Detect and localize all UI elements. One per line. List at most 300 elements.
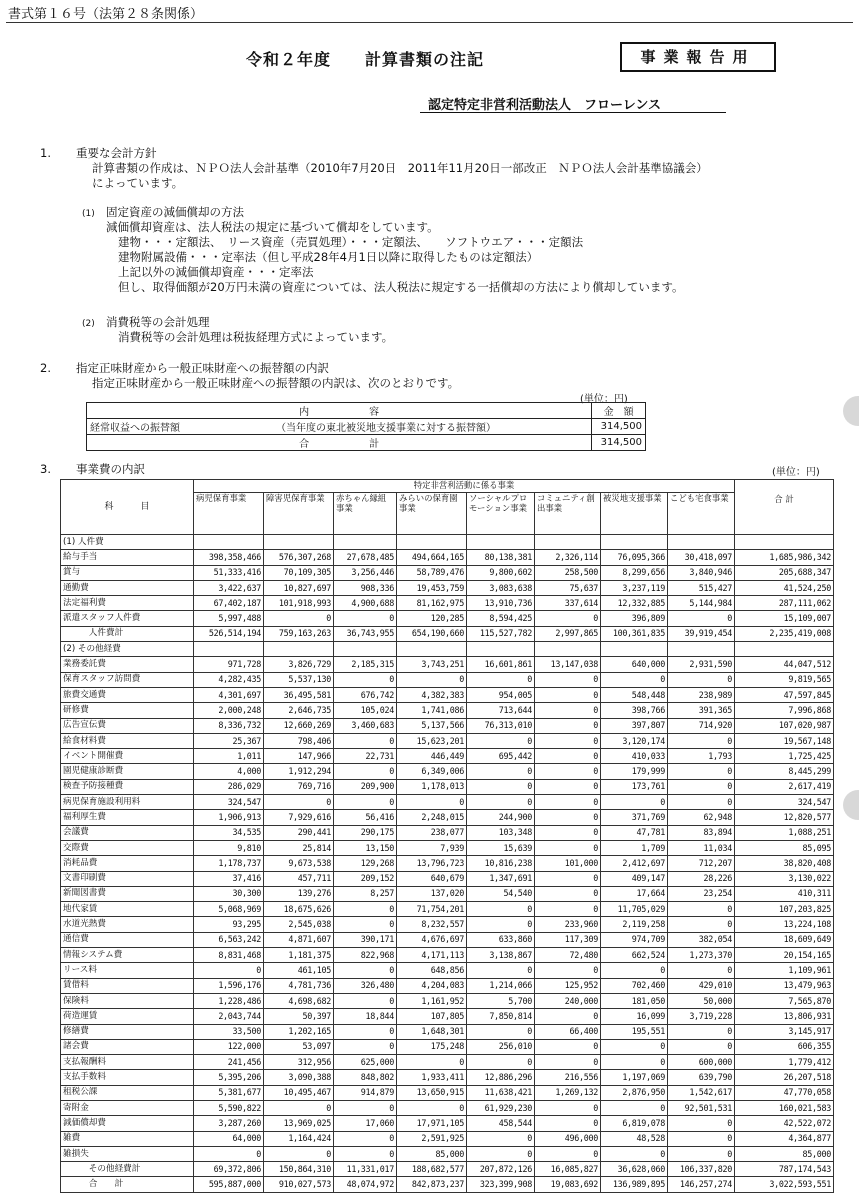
table-cell: 209,152 [334, 871, 397, 886]
row-label: 修繕費 [61, 1024, 194, 1039]
row-label: 給食材料費 [61, 733, 194, 748]
table-cell: 1,906,913 [194, 810, 264, 825]
table-cell: 4,382,383 [397, 687, 467, 702]
row-total-cell: 1,109,961 [735, 963, 834, 978]
table-cell: 1,933,411 [397, 1070, 467, 1085]
table-cell: 10,827,697 [264, 580, 334, 595]
col-header: 障害児保育事業 [264, 493, 334, 535]
table-cell: 0 [668, 917, 735, 932]
table-cell: 25,814 [264, 840, 334, 855]
table-cell: 3,719,228 [668, 1009, 735, 1024]
table-cell: 2,000,248 [194, 703, 264, 718]
table-cell: 458,544 [467, 1116, 535, 1131]
table-cell: 1,181,375 [264, 948, 334, 963]
table-cell: 101,918,993 [264, 596, 334, 611]
table-cell: 0 [334, 1146, 397, 1161]
table-cell: 195,551 [601, 1024, 668, 1039]
table-cell: 0 [334, 795, 397, 810]
table-cell: 908,336 [334, 580, 397, 595]
table-cell: 1,273,370 [668, 948, 735, 963]
table-row [61, 856, 834, 871]
table-cell: 48,074,972 [334, 1177, 397, 1192]
table-row [61, 550, 834, 565]
table-cell: 4,282,435 [194, 672, 264, 687]
table-cell: 33,500 [194, 1024, 264, 1039]
table-cell: 0 [467, 963, 535, 978]
table-cell: 2,646,735 [264, 703, 334, 718]
table-cell: 30,300 [194, 886, 264, 901]
table-cell: 13,150 [334, 840, 397, 855]
col-header: 病児保育事業 [194, 493, 264, 535]
table-cell: 76,095,366 [601, 550, 668, 565]
table-cell: 50,397 [264, 1009, 334, 1024]
table-row [61, 1009, 834, 1024]
row-label: 交際費 [61, 840, 194, 855]
table-cell: 576,307,268 [264, 550, 334, 565]
table-cell: 93,295 [194, 917, 264, 932]
table-cell: 515,427 [668, 580, 735, 595]
table-cell: 70,109,305 [264, 565, 334, 580]
table-row [61, 749, 834, 764]
table-cell: 290,175 [334, 825, 397, 840]
table-row [61, 1162, 834, 1177]
row-total-cell: 2,617,419 [735, 779, 834, 794]
table-cell: 240,000 [535, 993, 601, 1008]
table-cell: 548,448 [601, 687, 668, 702]
table-cell: 179,999 [601, 764, 668, 779]
row-label: 福利厚生費 [61, 810, 194, 825]
table-cell: 115,527,782 [467, 626, 535, 641]
table-cell: 0 [601, 1055, 668, 1070]
table-cell: 398,766 [601, 703, 668, 718]
org-underline [420, 112, 726, 113]
row-label: 法定福利費 [61, 596, 194, 611]
table-cell: 18,844 [334, 1009, 397, 1024]
table-cell: 312,956 [264, 1055, 334, 1070]
table-cell: 457,711 [264, 871, 334, 886]
table-cell: 1,164,424 [264, 1131, 334, 1146]
section2-heading: 指定正味財産から一般正味財産への振替額の内訳 [76, 361, 329, 375]
table-cell [397, 642, 467, 657]
table-cell: 5,137,566 [397, 718, 467, 733]
table-cell: 2,412,697 [601, 856, 668, 871]
row-total-cell: 42,522,072 [735, 1116, 834, 1131]
table-row [61, 611, 834, 626]
table-row [61, 1100, 834, 1115]
table-cell: 136,989,895 [601, 1177, 668, 1192]
table-row [61, 1116, 834, 1131]
table-cell: 9,800,602 [467, 565, 535, 580]
table-cell: 0 [535, 779, 601, 794]
table-row [61, 1146, 834, 1161]
row-label: 保険料 [61, 993, 194, 1008]
table-cell: 0 [334, 1024, 397, 1039]
row-label: 地代家賃 [61, 902, 194, 917]
table-cell: 3,287,260 [194, 1116, 264, 1131]
table-row [61, 932, 834, 947]
row-label: 給与手当 [61, 550, 194, 565]
table-cell: 0 [535, 795, 601, 810]
row-total-cell: 19,567,148 [735, 733, 834, 748]
row-label: 情報システム費 [61, 948, 194, 963]
table-cell: 36,743,955 [334, 626, 397, 641]
row-label: 文書印刷費 [61, 871, 194, 886]
table-cell: 25,367 [194, 733, 264, 748]
table-cell: 0 [601, 795, 668, 810]
table-cell: 0 [467, 733, 535, 748]
table-cell: 11,705,029 [601, 902, 668, 917]
table-cell: 769,716 [264, 779, 334, 794]
table-cell: 0 [334, 611, 397, 626]
row-label: 支払報酬料 [61, 1055, 194, 1070]
table-cell: 0 [467, 779, 535, 794]
table-cell: 0 [397, 1055, 467, 1070]
table-cell: 695,442 [467, 749, 535, 764]
table-cell: 526,514,194 [194, 626, 264, 641]
table-cell: 595,887,000 [194, 1177, 264, 1192]
table-cell: 0 [467, 902, 535, 917]
table-cell: 58,789,476 [397, 565, 467, 580]
table-cell: 0 [668, 1024, 735, 1039]
table-cell: 0 [601, 1100, 668, 1115]
table-cell: 0 [668, 1131, 735, 1146]
table-cell: 216,556 [535, 1070, 601, 1085]
transfer-total-label: 合 計 [87, 435, 592, 451]
transfer-row-desc: （当年度の東北被災地支援事業に対する振替額） [273, 419, 592, 435]
row-label: 病児保育施設利用料 [61, 795, 194, 810]
table-cell: 0 [668, 902, 735, 917]
table-cell: 3,840,946 [668, 565, 735, 580]
row-label: 雑損失 [61, 1146, 194, 1161]
table-cell: 1,178,013 [397, 779, 467, 794]
row-label: 保育スタッフ訪問費 [61, 672, 194, 687]
row-label: イベント開催費 [61, 749, 194, 764]
transfer-col-amount: 金 額 [592, 403, 646, 419]
table-cell: 409,147 [601, 871, 668, 886]
row-total-cell: 13,224,108 [735, 917, 834, 932]
table-cell: 13,910,736 [467, 596, 535, 611]
table-cell: 0 [535, 718, 601, 733]
table-cell: 75,637 [535, 580, 601, 595]
table-cell: 0 [264, 1146, 334, 1161]
table-row [61, 535, 834, 550]
table-row [61, 657, 834, 672]
table-cell: 0 [535, 963, 601, 978]
row-label: 派遣スタッフ人件費 [61, 611, 194, 626]
table-cell: 5,700 [467, 993, 535, 1008]
form-divider [6, 22, 853, 23]
table-cell: 390,171 [334, 932, 397, 947]
table-cell: 256,010 [467, 1039, 535, 1054]
table-cell: 12,886,296 [467, 1070, 535, 1085]
row-total-cell: 3,130,022 [735, 871, 834, 886]
table-row [61, 672, 834, 687]
sub2-heading: 消費税等の会計処理 [106, 315, 210, 329]
table-cell: 4,781,736 [264, 978, 334, 993]
table-cell: 8,336,732 [194, 718, 264, 733]
table-cell: 3,138,867 [467, 948, 535, 963]
table-cell: 67,402,187 [194, 596, 264, 611]
row-label: リース料 [61, 963, 194, 978]
table-row [61, 902, 834, 917]
table-row [61, 978, 834, 993]
table-row [61, 1055, 834, 1070]
punch-hole [843, 396, 859, 426]
row-label: (1) 人件費 [61, 535, 194, 550]
table-cell: 0 [668, 795, 735, 810]
row-total-cell: 85,095 [735, 840, 834, 855]
section3-heading: 事業費の内訳 [76, 462, 145, 476]
table-cell: 640,000 [601, 657, 668, 672]
table-cell: 0 [334, 993, 397, 1008]
table-cell [601, 535, 668, 550]
table-cell: 238,077 [397, 825, 467, 840]
table-cell: 6,563,242 [194, 932, 264, 947]
table-row [61, 993, 834, 1008]
table-cell: 28,226 [668, 871, 735, 886]
table-cell: 8,299,656 [601, 565, 668, 580]
row-label: 通信費 [61, 932, 194, 947]
table-cell: 410,033 [601, 749, 668, 764]
row-label: (2) その他経費 [61, 642, 194, 657]
table-cell: 9,810 [194, 840, 264, 855]
table-cell: 0 [467, 672, 535, 687]
table-cell: 137,020 [397, 886, 467, 901]
table-cell: 6,349,006 [397, 764, 467, 779]
table-cell: 0 [535, 749, 601, 764]
table-cell: 326,480 [334, 978, 397, 993]
table-cell [668, 642, 735, 657]
transfer-row-label: 経常収益への振替額 [87, 419, 274, 435]
table-cell: 798,406 [264, 733, 334, 748]
table-cell: 7,850,814 [467, 1009, 535, 1024]
sub1-number: (1) [82, 209, 95, 219]
table-cell: 3,422,637 [194, 580, 264, 595]
table-cell: 713,644 [467, 703, 535, 718]
row-total-cell: 9,819,565 [735, 672, 834, 687]
table-cell: 0 [334, 902, 397, 917]
col-item: 科 目 [61, 480, 194, 535]
row-label: 賃借料 [61, 978, 194, 993]
row-total-cell: 41,524,250 [735, 580, 834, 595]
table-cell: 1,741,086 [397, 703, 467, 718]
table-cell: 244,900 [467, 810, 535, 825]
table-cell: 61,929,230 [467, 1100, 535, 1115]
table-cell: 0 [264, 1100, 334, 1115]
table-cell [194, 535, 264, 550]
transfer-col-content: 内 容 [87, 403, 592, 419]
table-cell [535, 642, 601, 657]
table-cell: 0 [668, 1039, 735, 1054]
table-row [61, 1070, 834, 1085]
table-cell: 0 [334, 963, 397, 978]
table-cell: 3,460,683 [334, 718, 397, 733]
section2-unit: (単位：円) [580, 394, 628, 405]
row-label: 水道光熱費 [61, 917, 194, 932]
table-cell: 702,460 [601, 978, 668, 993]
table-cell: 0 [467, 917, 535, 932]
table-cell: 56,416 [334, 810, 397, 825]
table-cell [601, 642, 668, 657]
row-total-cell: 2,235,419,008 [735, 626, 834, 641]
table-cell: 107,805 [397, 1009, 467, 1024]
table-cell: 15,639 [467, 840, 535, 855]
table-cell [397, 535, 467, 550]
row-total-cell: 160,021,583 [735, 1100, 834, 1115]
table-row [61, 642, 834, 657]
sub2-line1: 消費税等の会計処理は税抜経理方式によっています。 [118, 330, 394, 344]
table-cell: 4,301,697 [194, 687, 264, 702]
table-cell: 6,819,078 [601, 1116, 668, 1131]
row-label: 荷造運賃 [61, 1009, 194, 1024]
row-total-cell: 107,203,825 [735, 902, 834, 917]
transfer-row-amount: 314,500 [592, 419, 646, 435]
table-row [61, 871, 834, 886]
table-cell: 396,809 [601, 611, 668, 626]
transfer-table [86, 402, 646, 451]
row-total-cell: 12,820,577 [735, 810, 834, 825]
row-label: 会議費 [61, 825, 194, 840]
table-cell: 85,000 [397, 1146, 467, 1161]
table-cell: 0 [601, 963, 668, 978]
table-cell: 971,728 [194, 657, 264, 672]
table-cell [467, 535, 535, 550]
row-total-cell: 38,820,408 [735, 856, 834, 871]
table-cell: 1,269,132 [535, 1085, 601, 1100]
row-total-cell: 7,565,870 [735, 993, 834, 1008]
table-cell: 101,000 [535, 856, 601, 871]
table-cell: 1,347,691 [467, 871, 535, 886]
table-cell: 2,326,114 [535, 550, 601, 565]
row-label: 通勤費 [61, 580, 194, 595]
table-cell: 30,418,097 [668, 550, 735, 565]
table-cell: 4,171,113 [397, 948, 467, 963]
table-cell: 0 [467, 1055, 535, 1070]
table-cell: 5,144,984 [668, 596, 735, 611]
table-cell: 759,163,263 [264, 626, 334, 641]
table-cell: 0 [535, 672, 601, 687]
table-cell: 1,202,165 [264, 1024, 334, 1039]
table-cell: 13,969,025 [264, 1116, 334, 1131]
table-cell: 100,361,835 [601, 626, 668, 641]
row-total-cell: 47,597,845 [735, 687, 834, 702]
table-cell: 10,495,467 [264, 1085, 334, 1100]
table-cell: 181,050 [601, 993, 668, 1008]
table-cell: 39,919,454 [668, 626, 735, 641]
punch-hole [843, 790, 859, 820]
row-total-cell: 44,047,512 [735, 657, 834, 672]
table-cell: 1,596,176 [194, 978, 264, 993]
table-cell: 106,337,820 [668, 1162, 735, 1177]
row-label: 消耗品費 [61, 856, 194, 871]
table-cell: 4,900,688 [334, 596, 397, 611]
table-cell: 175,248 [397, 1039, 467, 1054]
table-cell: 2,119,258 [601, 917, 668, 932]
table-cell [467, 642, 535, 657]
row-total-cell: 85,000 [735, 1146, 834, 1161]
row-total-cell: 287,111,062 [735, 596, 834, 611]
table-cell [334, 535, 397, 550]
table-cell: 16,099 [601, 1009, 668, 1024]
table-cell: 1,214,066 [467, 978, 535, 993]
table-cell: 0 [467, 1024, 535, 1039]
table-row [61, 1039, 834, 1054]
table-cell: 12,332,885 [601, 596, 668, 611]
table-cell: 3,237,119 [601, 580, 668, 595]
table-cell: 0 [535, 1009, 601, 1024]
row-total-cell: 15,109,007 [735, 611, 834, 626]
table-row [61, 1177, 834, 1192]
row-label: 園児健康診断費 [61, 764, 194, 779]
table-cell: 207,872,126 [467, 1162, 535, 1177]
table-cell: 139,276 [264, 886, 334, 901]
table-cell: 0 [535, 703, 601, 718]
table-cell: 11,034 [668, 840, 735, 855]
table-cell: 64,000 [194, 1131, 264, 1146]
title-year: 令和２年度 [246, 50, 332, 69]
table-cell: 676,742 [334, 687, 397, 702]
col-total: 合 計 [735, 480, 834, 535]
col-header: ソーシャルプロモーション事業 [467, 493, 535, 535]
table-cell: 2,043,744 [194, 1009, 264, 1024]
table-cell: 371,769 [601, 810, 668, 825]
page-title [246, 47, 484, 70]
row-label: 人件費計 [61, 626, 194, 641]
row-label: 支払手数料 [61, 1070, 194, 1085]
table-cell: 1,912,294 [264, 764, 334, 779]
table-cell: 714,920 [668, 718, 735, 733]
row-label: 合 計 [61, 1177, 194, 1192]
row-total-cell: 1,725,425 [735, 749, 834, 764]
row-total-cell: 13,479,963 [735, 978, 834, 993]
table-cell [668, 535, 735, 550]
table-cell: 17,664 [601, 886, 668, 901]
row-total-cell: 606,355 [735, 1039, 834, 1054]
table-cell: 0 [334, 733, 397, 748]
table-cell: 48,528 [601, 1131, 668, 1146]
sub1-line2: 建物・・・定額法、 リース資産（売買処理）・・・定額法、 ソフトウエア・・・定額法 [118, 235, 584, 249]
table-row [61, 1024, 834, 1039]
table-row [61, 596, 834, 611]
table-cell: 822,968 [334, 948, 397, 963]
table-cell: 0 [668, 1116, 735, 1131]
table-cell: 625,000 [334, 1055, 397, 1070]
table-cell: 2,997,865 [535, 626, 601, 641]
table-cell: 238,989 [668, 687, 735, 702]
table-cell: 323,399,908 [467, 1177, 535, 1192]
table-cell: 92,501,531 [668, 1100, 735, 1115]
table-row [61, 1085, 834, 1100]
table-cell: 0 [668, 764, 735, 779]
table-cell: 654,190,660 [397, 626, 467, 641]
table-cell: 8,831,468 [194, 948, 264, 963]
section2-number: 2. [40, 361, 51, 375]
row-total-cell: 13,806,931 [735, 1009, 834, 1024]
col-header: こども宅食事業 [668, 493, 735, 535]
table-cell: 3,090,388 [264, 1070, 334, 1085]
row-total-cell: 3,145,917 [735, 1024, 834, 1039]
table-row [61, 626, 834, 641]
table-cell: 397,807 [601, 718, 668, 733]
table-cell: 0 [668, 963, 735, 978]
table-cell: 0 [467, 1146, 535, 1161]
table-cell: 233,960 [535, 917, 601, 932]
table-cell: 3,083,638 [467, 580, 535, 595]
row-total-cell: 3,022,593,551 [735, 1177, 834, 1192]
table-cell: 648,856 [397, 963, 467, 978]
sub1-line5: 但し、取得価額が20万円未満の資産については、法人税法に規定する一括償却の方法により償却しています。 [118, 280, 684, 294]
table-cell: 398,358,466 [194, 550, 264, 565]
